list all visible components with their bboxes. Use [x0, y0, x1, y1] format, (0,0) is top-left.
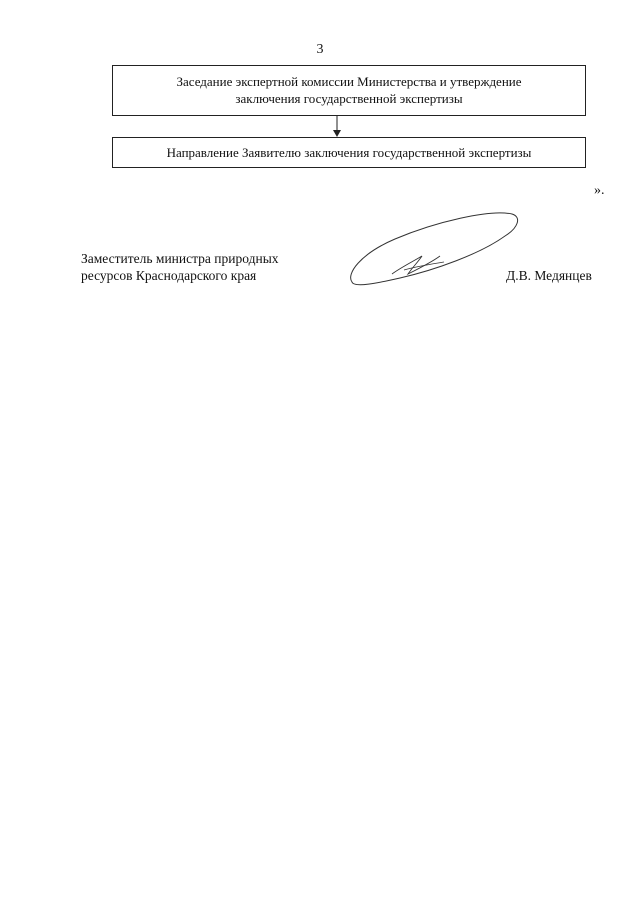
arrow-down-icon: [331, 116, 343, 137]
signer-title: [81, 250, 279, 284]
signer-name: Д.В. Медянцев: [506, 268, 592, 283]
step-2-line-1: Направление Заявителю заключения государственной экспертизы: [166, 145, 532, 160]
step-1-line-2: заключения государственной экспертизы: [235, 91, 463, 106]
closing-quote: ».: [594, 183, 605, 198]
signer-title-line-1: Заместитель министра природных: [81, 251, 279, 266]
page-number: 3: [316, 42, 324, 57]
flowchart-step-commission-meeting: [112, 65, 586, 116]
step-1-line-1: Заседание экспертной комиссии Министерства и утверждение: [176, 74, 522, 89]
flowchart-step-send-conclusion: [112, 137, 586, 168]
handwritten-signature-icon: [340, 204, 525, 294]
signer-title-line-2: ресурсов Краснодарского края: [81, 268, 257, 283]
